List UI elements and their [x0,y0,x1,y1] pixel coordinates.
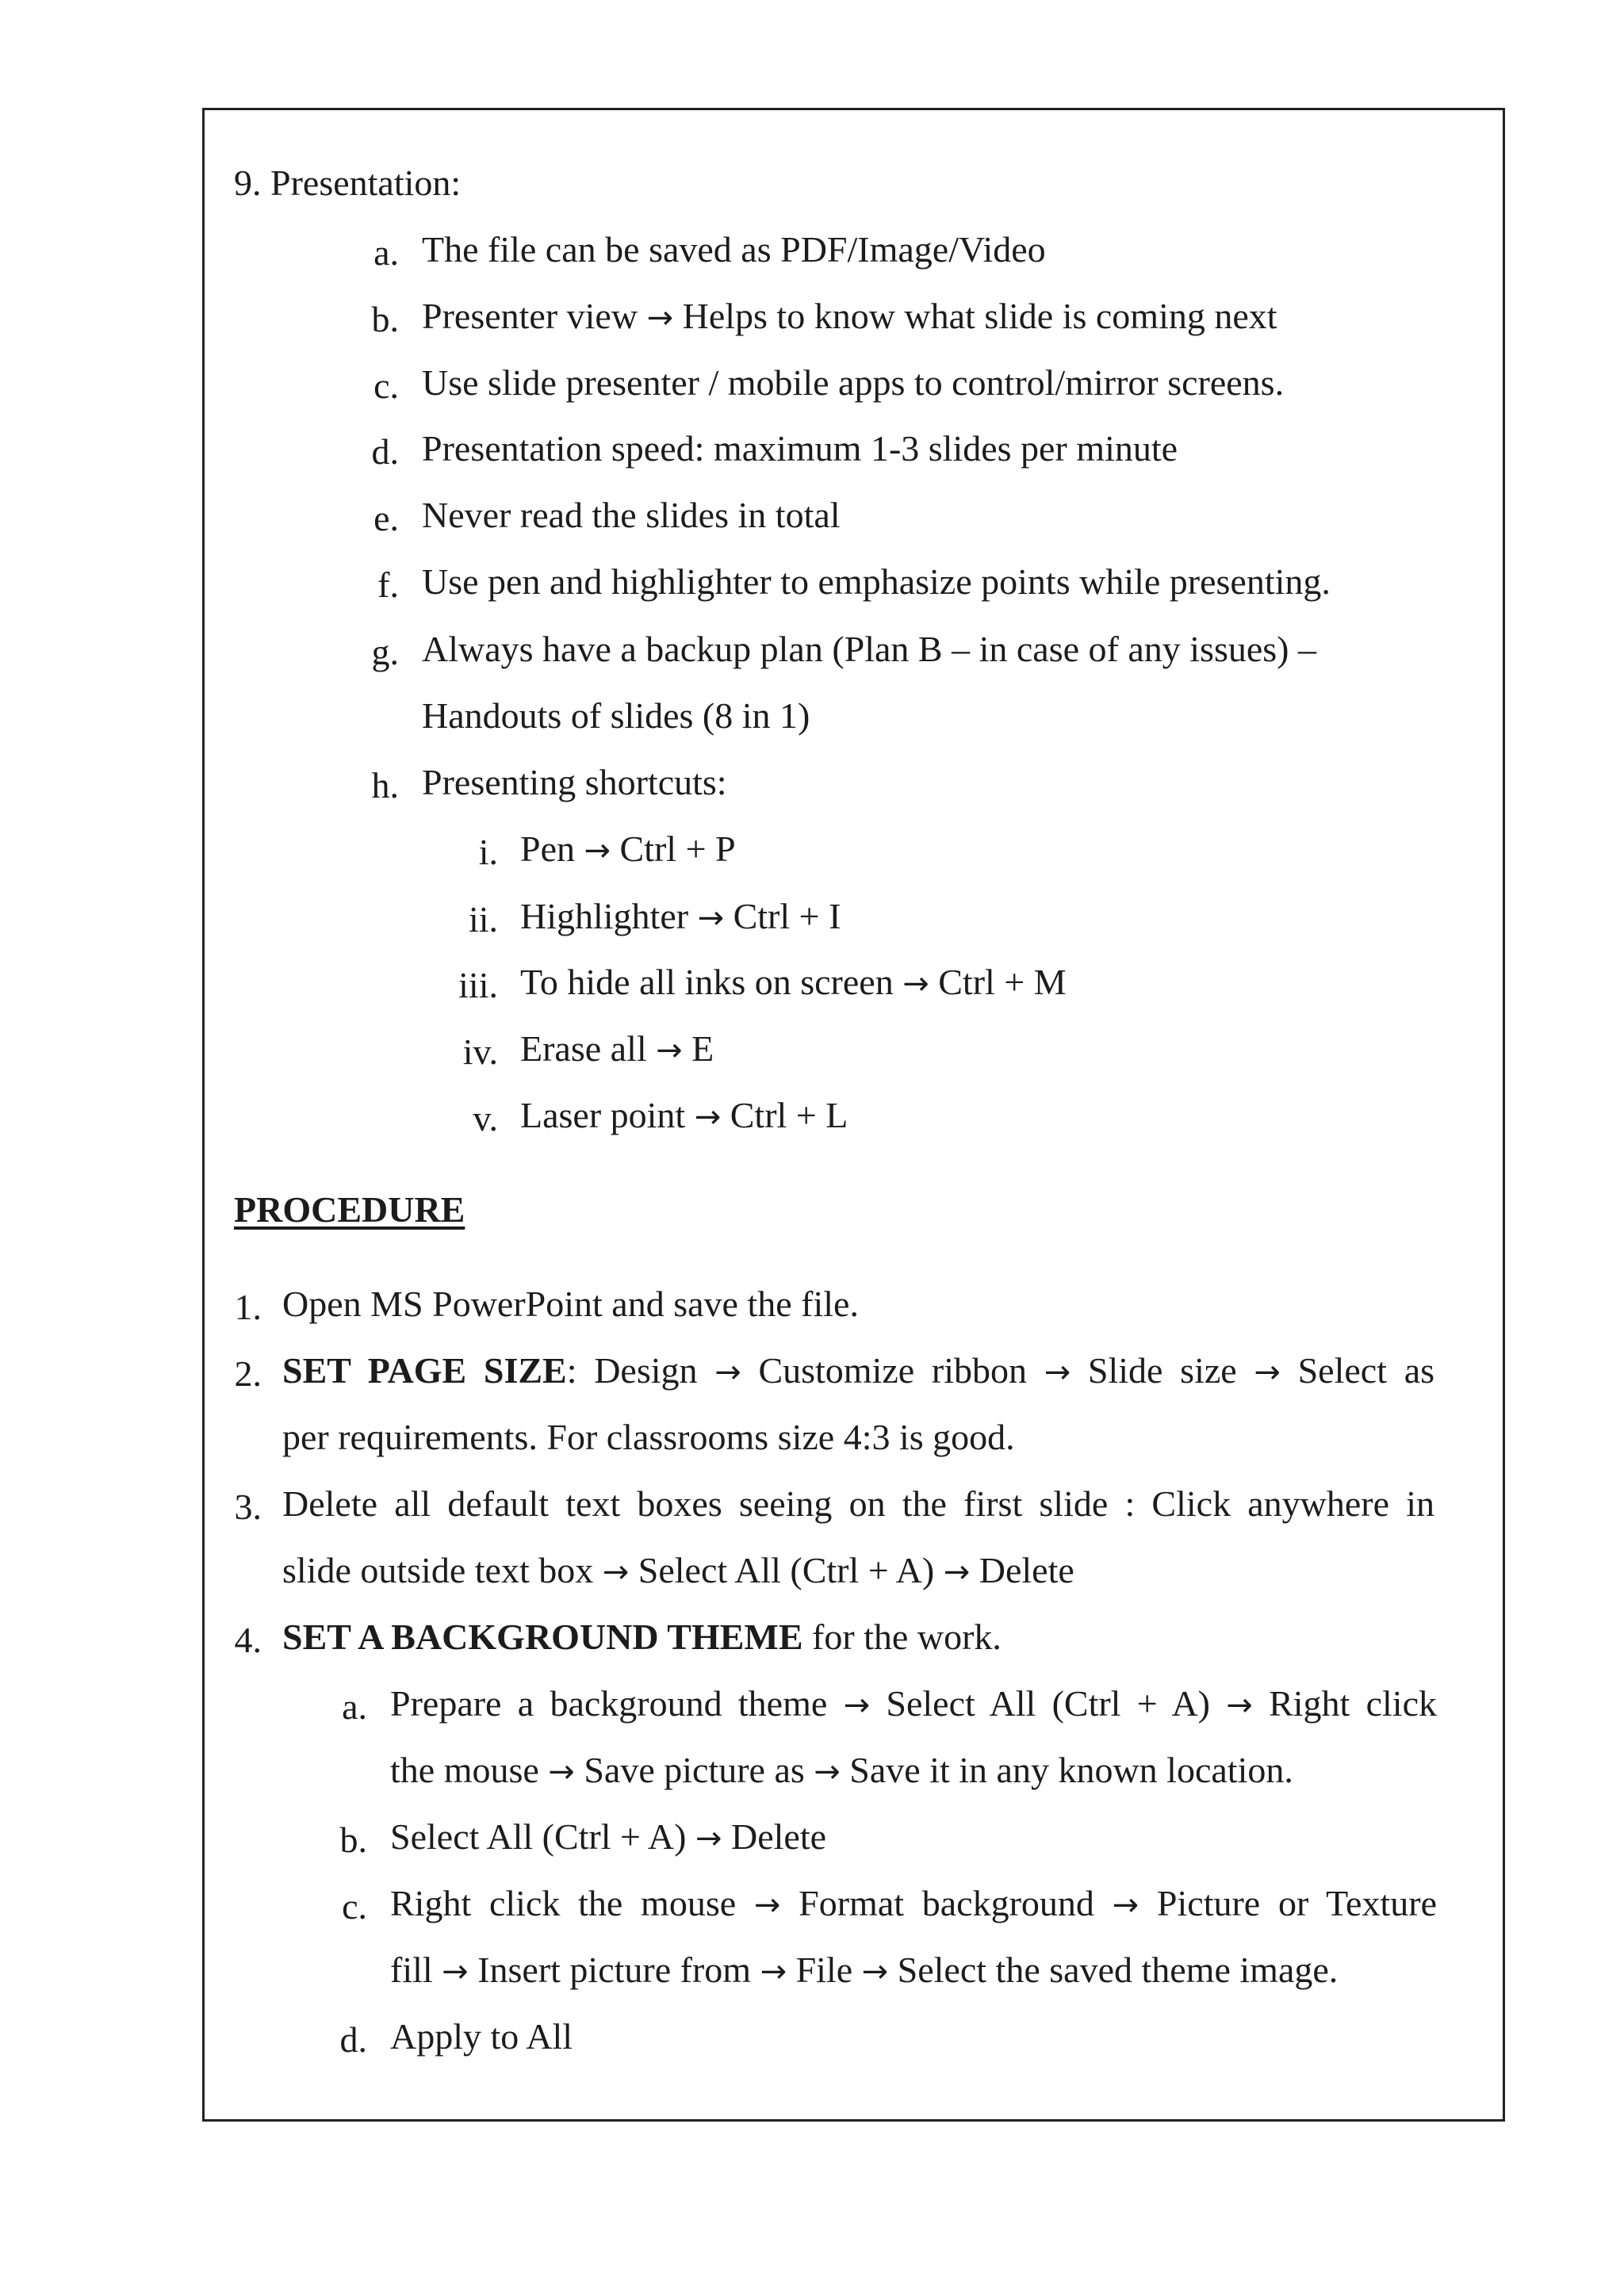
step-marker: 2. [234,1353,262,1394]
list-item: Presentation speed: maximum 1-3 slides per minute [422,428,1178,469]
list-item: Presenter view → Helps to know what slide is coming next [422,296,1277,336]
arrow-icon: → [753,1887,781,1923]
arrow-icon: → [1254,1354,1281,1391]
substep-continuation: the mouse → Save picture as → Save it in any known location. [390,1750,1293,1790]
arrow-icon: → [602,1554,630,1590]
list-item: Use slide presenter / mobile apps to control/mirror screens. [422,362,1285,403]
list-marker: h. [371,765,399,806]
shortcut-item: Laser point → Ctrl + L [520,1095,848,1135]
arrow-icon: → [760,1954,787,1990]
list-marker: d. [371,431,399,472]
shortcut-marker: iii. [458,965,498,1005]
arrow-icon: → [714,1354,741,1391]
shortcut-marker: v. [473,1098,498,1138]
substep-continuation: fill → Insert picture from → File → Select the saved theme image. [390,1950,1339,1990]
list-item: The file can be saved as PDF/Image/Video [422,229,1046,270]
list-marker: e. [373,498,399,538]
step-body: for the work. [802,1617,1002,1657]
arrow-icon: → [943,1554,971,1590]
arrow-icon: → [548,1754,575,1790]
arrow-icon: → [442,1954,469,1990]
procedure-heading: PROCEDURE [234,1189,465,1230]
substep-text: Right click the mouse → Format background → Picture or Texture [390,1883,1437,1923]
substep-marker: d. [339,2019,367,2060]
list-marker: a. [373,232,399,273]
substep-text: Select All (Ctrl + A) → Delete [390,1816,827,1857]
step-text [282,1350,1435,1391]
arrow-icon: → [1226,1687,1253,1724]
substep-marker: b. [339,1820,367,1860]
substep-marker: c. [342,1886,367,1927]
arrow-icon: → [1112,1887,1139,1923]
arrow-icon: → [843,1687,871,1724]
shortcut-item: Erase all → E [520,1028,714,1069]
substep-text: Prepare a background theme → Select All (Ctrl + A) → Right click [390,1683,1437,1724]
list-marker: f. [377,564,399,605]
step-marker: 4. [234,1620,262,1660]
step-continuation: per requirements. For classrooms size 4:3 is good. [282,1417,1015,1457]
step-marker: 3. [234,1487,262,1527]
step-continuation: slide outside text box → Select All (Ctrl + A) → Delete [282,1550,1074,1590]
list-marker: c. [373,365,399,406]
section-title: 9. Presentation: [234,163,462,203]
step-keyword: SET A BACKGROUND THEME [282,1617,803,1657]
arrow-icon: → [656,1032,683,1069]
list-item: Use pen and highlighter to emphasize points while presenting. [422,561,1331,602]
shortcut-marker: iv. [462,1031,498,1072]
substep-text: Apply to All [390,2016,573,2057]
arrow-icon: → [1044,1354,1071,1391]
shortcut-marker: ii. [468,899,498,939]
list-marker: g. [371,632,399,672]
arrow-icon: → [902,966,929,1002]
step-body: : Design → Customize ribbon → Slide size → Select as [566,1350,1435,1391]
step-text: Delete all default text boxes seeing on the first slide : Click anywhere in [282,1483,1434,1524]
shortcut-item: Highlighter → Ctrl + I [520,896,841,936]
shortcut-marker: i. [478,832,498,872]
step-keyword: SET PAGE SIZE [282,1350,567,1391]
arrow-icon: → [814,1754,841,1790]
step-text: Open MS PowerPoint and save the file. [282,1284,859,1324]
step-text [282,1619,1002,1655]
arrow-icon: → [646,300,674,336]
shortcut-item: Pen → Ctrl + P [520,828,736,869]
arrow-icon: → [861,1954,889,1990]
step-marker: 1. [234,1287,262,1327]
arrow-icon: → [695,1820,722,1857]
list-item: Always have a backup plan (Plan B – in case of any issues) – [422,629,1316,669]
arrow-icon: → [584,832,611,869]
list-item-continuation: Handouts of slides (8 in 1) [422,695,810,736]
list-marker: b. [371,299,399,339]
arrow-icon: → [697,900,725,936]
list-item: Presenting shortcuts: [422,762,727,802]
shortcut-item: To hide all inks on screen → Ctrl + M [520,962,1067,1002]
substep-marker: a. [342,1686,367,1727]
list-item: Never read the slides in total [422,495,841,535]
arrow-icon: → [694,1099,722,1135]
